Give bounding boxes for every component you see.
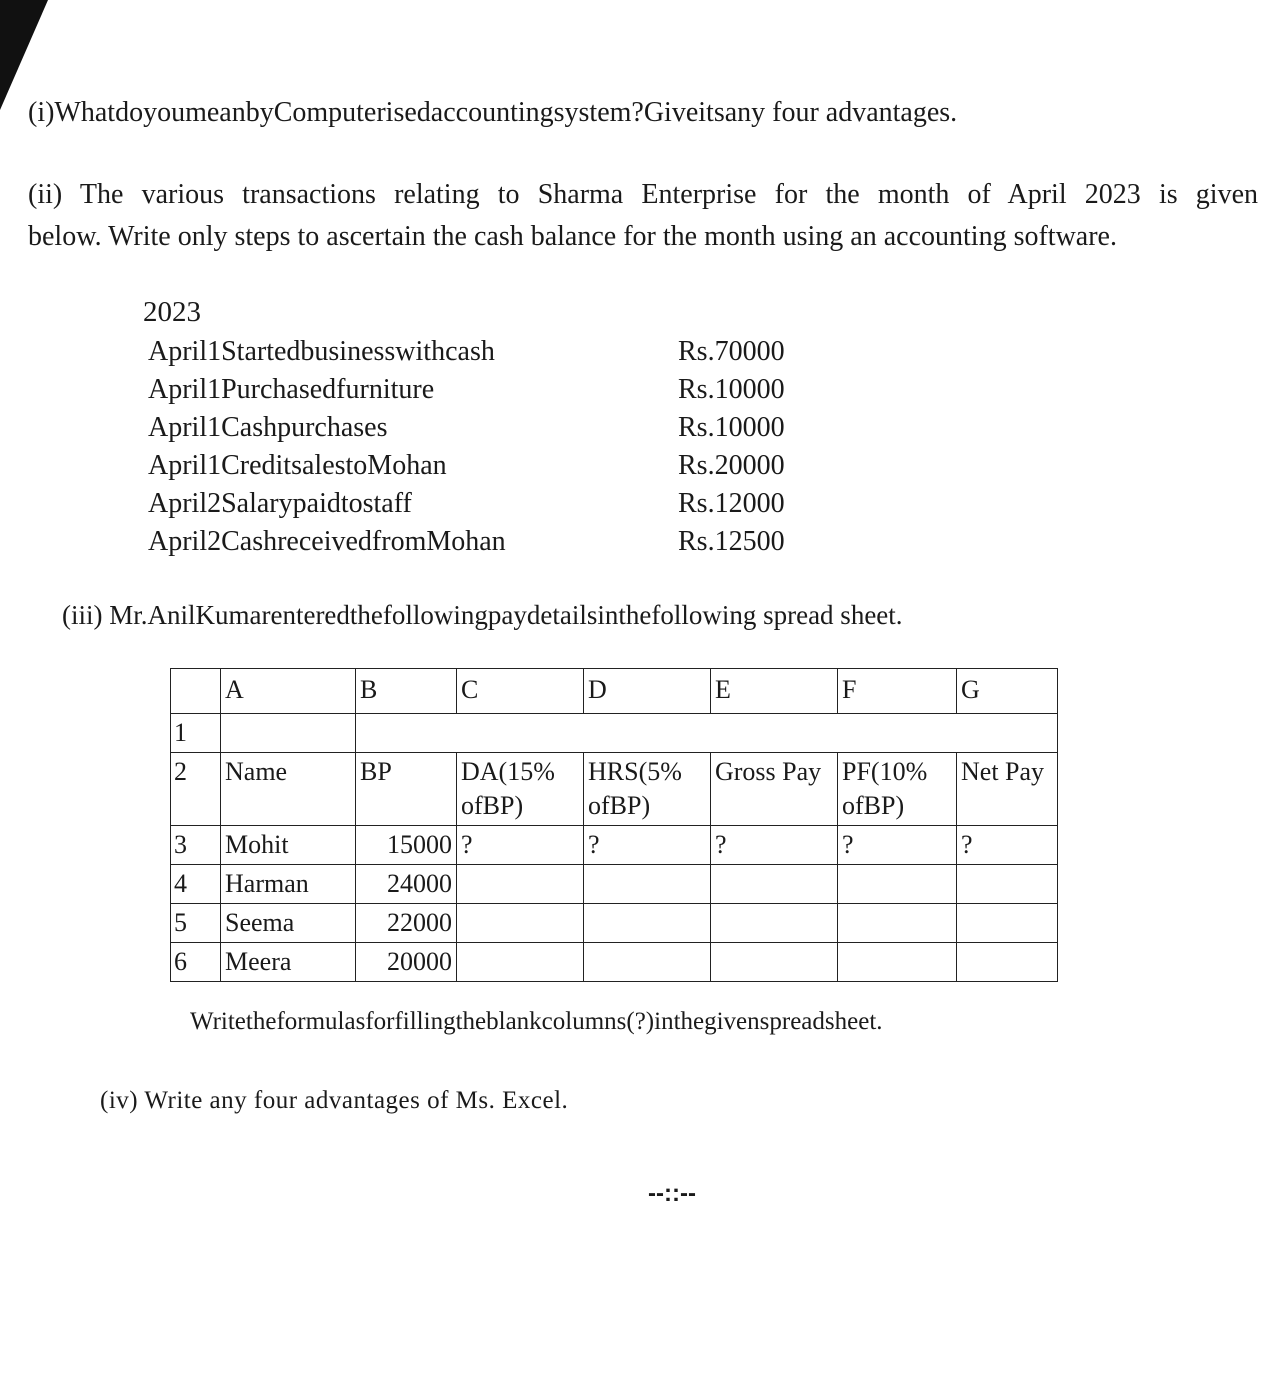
sheet-cell: Gross Pay bbox=[711, 753, 838, 826]
column-header-row bbox=[171, 669, 1058, 714]
sheet-cell: 24000 bbox=[356, 865, 457, 904]
sheet-cell: Seema bbox=[221, 904, 356, 943]
column-header: G bbox=[957, 669, 1058, 714]
row-number: 4 bbox=[171, 865, 221, 904]
sheet-cell bbox=[584, 865, 711, 904]
sheet-cell: Mohit bbox=[221, 826, 356, 865]
sheet-cell bbox=[957, 865, 1058, 904]
table-row bbox=[171, 826, 1058, 865]
sheet-cell: Net Pay bbox=[957, 753, 1058, 826]
sheet-cell bbox=[711, 865, 838, 904]
sheet-cell: PF(10% ofBP) bbox=[838, 753, 957, 826]
transaction-amount: Rs.10000 bbox=[678, 412, 785, 443]
transaction-amount: Rs.12500 bbox=[678, 526, 785, 557]
sheet-cell bbox=[838, 865, 957, 904]
question-4: (iv) Write any four advantages of Ms. Excel. bbox=[100, 1087, 569, 1114]
pay-spreadsheet bbox=[170, 668, 1058, 982]
sheet-cell bbox=[457, 904, 584, 943]
sheet-cell: Name bbox=[221, 753, 356, 826]
sheet-cell bbox=[457, 943, 584, 982]
sheet-cell: ? bbox=[457, 826, 584, 865]
question-2 bbox=[28, 174, 1258, 258]
question-1: (i)WhatdoyoumeanbyComputerisedaccountingsystem?Giveitsany four advantages. bbox=[28, 97, 958, 128]
end-mark: --::-- bbox=[648, 1180, 696, 1207]
sheet-cell: BP bbox=[356, 753, 457, 826]
transaction-row bbox=[148, 374, 798, 412]
transaction-amount: Rs.70000 bbox=[678, 336, 785, 367]
table-row bbox=[171, 865, 1058, 904]
sheet-cell: DA(15% ofBP) bbox=[457, 753, 584, 826]
column-header: F bbox=[838, 669, 957, 714]
question-2-line-2: below. Write only steps to ascertain the cash balance for the month using an accounting software. bbox=[28, 221, 1117, 252]
sheet-cell: 20000 bbox=[356, 943, 457, 982]
corner-cell bbox=[171, 669, 221, 714]
table-row bbox=[171, 904, 1058, 943]
transaction-row bbox=[148, 336, 798, 374]
sheet-cell bbox=[957, 904, 1058, 943]
transaction-description: April2Salarypaidtostaff bbox=[148, 488, 412, 519]
sheet-cell: ? bbox=[711, 826, 838, 865]
sheet-cell bbox=[957, 943, 1058, 982]
column-header: D bbox=[584, 669, 711, 714]
sheet-cell bbox=[584, 943, 711, 982]
transaction-row bbox=[148, 412, 798, 450]
row-number: 6 bbox=[171, 943, 221, 982]
sheet-cell: 15000 bbox=[356, 826, 457, 865]
transaction-description: April2CashreceivedfromMohan bbox=[148, 526, 506, 557]
transactions-year: 2023 bbox=[143, 296, 201, 328]
table-row bbox=[171, 753, 1058, 826]
transaction-description: April1Cashpurchases bbox=[148, 412, 388, 443]
sheet-cell: ? bbox=[957, 826, 1058, 865]
column-header: B bbox=[356, 669, 457, 714]
formula-instruction: Writetheformulasforfillingtheblankcolumns(?)inthegivenspreadsheet. bbox=[190, 1008, 883, 1035]
transaction-row bbox=[148, 488, 798, 526]
column-header: E bbox=[711, 669, 838, 714]
question-2-line-1: (ii) The various transactions relating to Sharma Enterprise for the month of April 2023 is given bbox=[28, 179, 1258, 210]
row-number: 1 bbox=[171, 714, 221, 753]
table-row bbox=[171, 943, 1058, 982]
row-number: 3 bbox=[171, 826, 221, 865]
column-header: A bbox=[221, 669, 356, 714]
transaction-description: April1Startedbusinesswithcash bbox=[148, 336, 495, 367]
sheet-cell: HRS(5% ofBP) bbox=[584, 753, 711, 826]
sheet-cell bbox=[711, 943, 838, 982]
transaction-amount: Rs.10000 bbox=[678, 374, 785, 405]
transaction-amount: Rs.20000 bbox=[678, 450, 785, 481]
table-row bbox=[171, 714, 1058, 753]
question-3: (iii) Mr.AnilKumarenteredthefollowingpaydetailsinthefollowing spread sheet. bbox=[62, 600, 903, 630]
sheet-cell: ? bbox=[584, 826, 711, 865]
sheet-cell bbox=[711, 904, 838, 943]
column-header: C bbox=[457, 669, 584, 714]
sheet-cell bbox=[584, 904, 711, 943]
transaction-row bbox=[148, 450, 798, 488]
sheet-cell bbox=[457, 865, 584, 904]
sheet-cell bbox=[221, 714, 356, 753]
sheet-cell: Harman bbox=[221, 865, 356, 904]
sheet-cell bbox=[838, 904, 957, 943]
transaction-amount: Rs.12000 bbox=[678, 488, 785, 519]
sheet-cell bbox=[838, 943, 957, 982]
row-number: 2 bbox=[171, 753, 221, 826]
sheet-cell bbox=[356, 714, 1058, 753]
transaction-description: April1CreditsalestoMohan bbox=[148, 450, 447, 481]
sheet-cell: 22000 bbox=[356, 904, 457, 943]
transaction-row bbox=[148, 526, 798, 564]
sheet-cell: Meera bbox=[221, 943, 356, 982]
row-number: 5 bbox=[171, 904, 221, 943]
transaction-description: April1Purchasedfurniture bbox=[148, 374, 435, 405]
sheet-cell: ? bbox=[838, 826, 957, 865]
